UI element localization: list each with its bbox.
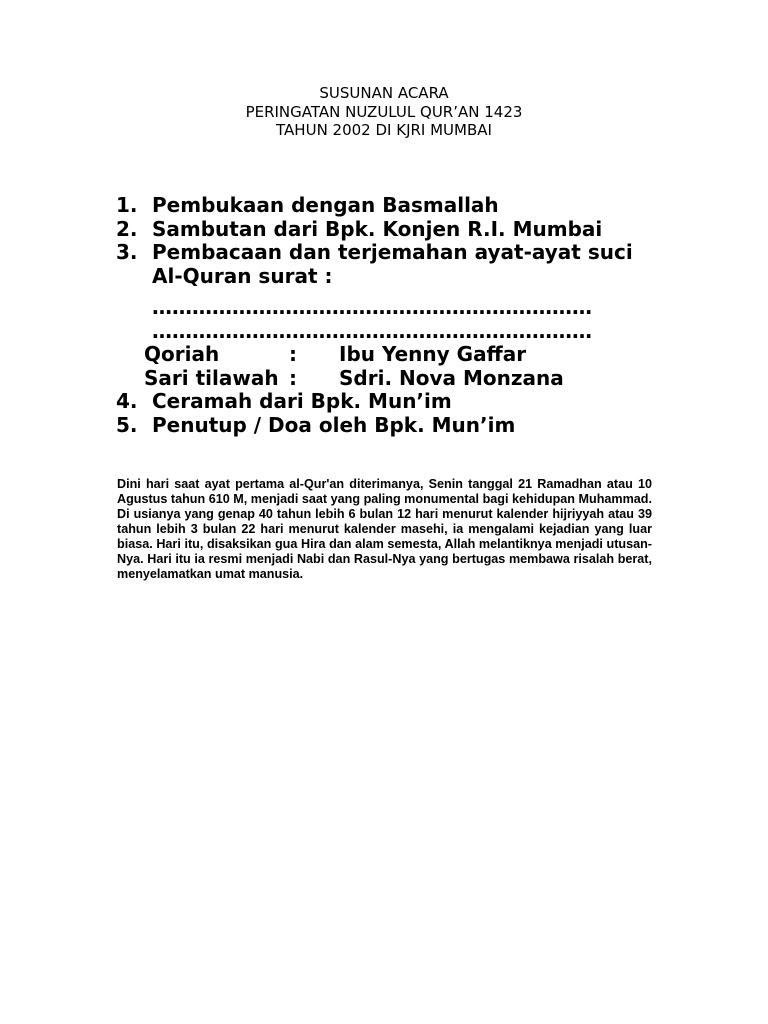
- agenda-item-text: Ceramah dari Bpk. Mun’im: [152, 389, 452, 413]
- detail-qoriah: [116, 343, 676, 367]
- blank-fill-line-1: …………………………………………………………: [152, 295, 592, 319]
- detail-label: Qoriah: [144, 342, 220, 366]
- agenda-item-text: Pembacaan dan terjemahan ayat-ayat suci: [152, 240, 633, 264]
- detail-sari-tilawah: [116, 367, 676, 391]
- agenda-item-3-continuation: Al-Quran surat :: [152, 263, 333, 288]
- title-line-3: TAHUN 2002 DI KJRI MUMBAI: [276, 121, 492, 139]
- agenda-item-number: 2.: [116, 216, 138, 241]
- document-title: [0, 84, 768, 140]
- detail-colon: :: [289, 342, 297, 366]
- title-line-1: SUSUNAN ACARA: [319, 84, 449, 102]
- blank-fill-line-2: …………………………………………………………: [152, 318, 592, 343]
- agenda-item-number: 3.: [116, 240, 138, 264]
- detail-colon: :: [289, 365, 297, 390]
- agenda-list: [116, 194, 676, 437]
- detail-label: Sari tilawah: [144, 365, 279, 390]
- agenda-item-number: 4.: [116, 389, 138, 413]
- agenda-item-2: [116, 218, 676, 242]
- title-line-2: PERINGATAN NUZULUL QUR’AN 1423: [245, 102, 523, 121]
- agenda-item-number: 1.: [116, 193, 138, 217]
- agenda-item-3: [116, 241, 676, 265]
- detail-value: Sdri. Nova Monzana: [339, 365, 564, 390]
- agenda-item-1: [116, 194, 676, 218]
- detail-value: Ibu Yenny Gaffar: [339, 342, 527, 366]
- body-paragraph: Dini hari saat ayat pertama al-Qur'an diterimanya, Senin tanggal 21 Ramadhan atau 10 Agustus tahun 610 M, menjadi saat yang paling monumental bagi kehidupan Muhammad. Di usianya yang genap 40 tahun lebih 6 bulan 12 hari menurut kalender hijriyyah atau 39 tahun lebih 3 bulan 22 hari menurut kalender masehi, ia mengalami kejadian yang luar biasa. Hari itu, disaksikan gua Hira dan alam semesta, Allah melantiknya menjadi utusan-Nya. Hari itu ia resmi menjadi Nabi dan Rasul-Nya yang bertugas membawa risalah berat, menyelamatkan umat manusia.: [117, 477, 652, 581]
- agenda-item-4: [116, 390, 676, 414]
- agenda-item-text: Penutup / Doa oleh Bpk. Mun’im: [152, 412, 516, 437]
- agenda-item-text: Pembukaan dengan Basmallah: [152, 193, 499, 217]
- agenda-item-5: [116, 414, 676, 438]
- agenda-item-number: 5.: [116, 412, 138, 437]
- agenda-item-text: Sambutan dari Bpk. Konjen R.I. Mumbai: [152, 216, 603, 241]
